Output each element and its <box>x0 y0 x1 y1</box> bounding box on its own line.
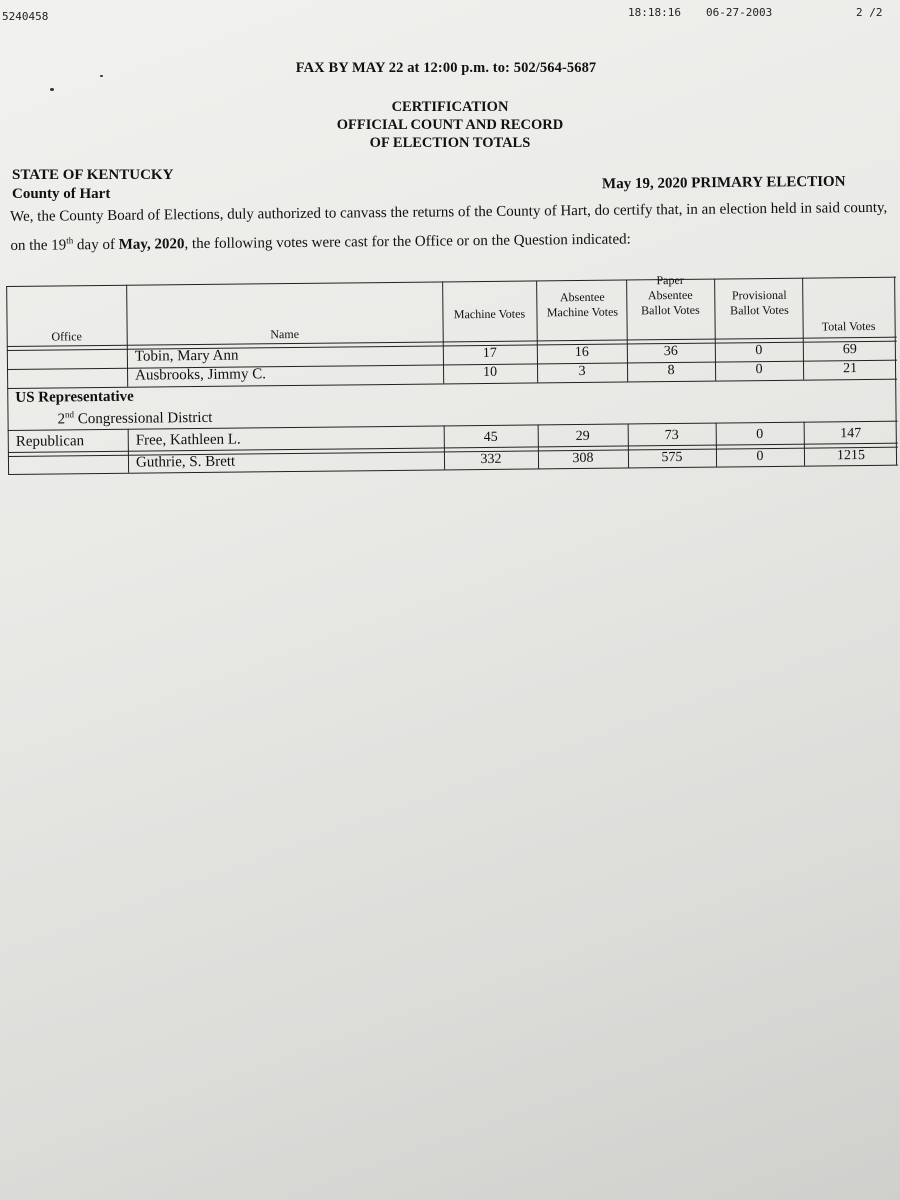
document-title <box>0 98 900 152</box>
party-name: Republican <box>15 433 85 450</box>
title-line-2: OFFICIAL COUNT AND RECORD <box>336 117 564 133</box>
header-office: Office <box>51 329 82 344</box>
absentee-machine-votes: 3 <box>578 363 586 380</box>
candidate-name: Ausbrooks, Jimmy C. <box>135 366 267 384</box>
provisional-votes: 0 <box>755 362 763 378</box>
title-line-1: CERTIFICATION <box>391 99 509 115</box>
table-rule <box>6 277 896 287</box>
total-votes: 1215 <box>836 448 866 464</box>
paper-absentee-votes: 36 <box>663 343 678 360</box>
paper-absentee-votes: 8 <box>667 363 675 379</box>
fax-date: 06-27-2003 <box>706 6 773 19</box>
machine-votes: 332 <box>480 451 502 468</box>
machine-votes: 17 <box>482 345 497 362</box>
certification-part-1: We, the County Board of Elections, duly authorized to canvass the returns of the County of Hart, do certify that, in an election held in said county, on the 19 <box>10 199 888 254</box>
election-name: May 19, 2020 PRIMARY ELECTION <box>601 173 846 193</box>
fax-page-number: 2 /2 <box>856 6 883 19</box>
machine-votes: 45 <box>483 429 498 446</box>
provisional-votes: 0 <box>756 449 764 465</box>
certification-part-2: day of <box>73 236 119 254</box>
fax-instruction: FAX BY MAY 22 at 12:00 p.m. to: 502/564-5687 <box>295 60 597 76</box>
machine-votes: 10 <box>483 364 498 381</box>
certification-part-3: , the following votes were cast for the Office or on the Question indicated: <box>184 231 631 253</box>
total-votes: 21 <box>842 361 858 377</box>
district-text: Congressional District <box>73 409 213 428</box>
table-rule <box>7 388 9 474</box>
paper-absentee-votes: 575 <box>661 449 683 466</box>
provisional-votes: 0 <box>755 343 763 359</box>
section-district <box>57 408 212 429</box>
title-line-3: OF ELECTION TOTALS <box>369 135 531 151</box>
table-rule <box>128 429 129 473</box>
certification-ordinal: th <box>66 235 74 246</box>
toner-speck <box>50 88 54 91</box>
certification-date: May, 2020 <box>118 236 185 253</box>
certification-statement <box>10 196 893 258</box>
header-provisional-votes: Provisional Ballot Votes <box>730 287 789 318</box>
paper-absentee-votes: 73 <box>664 427 679 444</box>
header-name: Name <box>270 326 300 342</box>
fax-header <box>0 4 900 24</box>
candidate-name: Guthrie, S. Brett <box>135 453 236 471</box>
jurisdiction <box>12 166 173 204</box>
section-office <box>15 389 134 407</box>
absentee-machine-votes: 16 <box>574 344 589 361</box>
provisional-votes: 0 <box>756 427 764 443</box>
header-absentee-machine-votes: Absentee Machine Votes <box>546 289 619 320</box>
county-name: County of Hart <box>12 186 111 202</box>
fax-time: 18:18:16 <box>628 6 681 19</box>
fax-id: 5240458 <box>2 10 49 23</box>
vote-table <box>6 263 898 478</box>
state-name: STATE OF KENTUCKY <box>12 167 174 183</box>
candidate-name: Tobin, Mary Ann <box>134 347 239 365</box>
total-votes: 69 <box>842 342 857 358</box>
absentee-machine-votes: 29 <box>575 428 590 445</box>
header-machine-votes: Machine Votes <box>453 306 526 322</box>
total-votes: 147 <box>840 426 862 442</box>
header-paper-absentee-votes: Paper Absentee Ballot Votes <box>641 272 700 318</box>
section-office-title: US Representative <box>15 388 134 406</box>
candidate-name: Free, Kathleen L. <box>135 431 241 449</box>
header-total-votes: Total Votes <box>821 318 876 334</box>
district-ordinal: nd <box>64 409 75 420</box>
district-number: 2 <box>57 411 66 428</box>
absentee-machine-votes: 308 <box>572 450 594 467</box>
